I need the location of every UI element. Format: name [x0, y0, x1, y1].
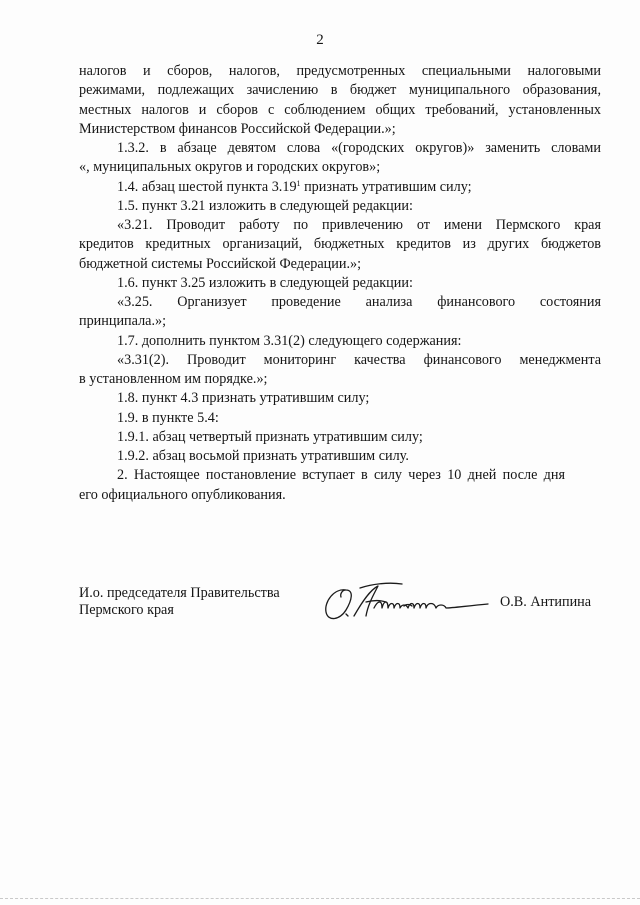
- handwritten-signature: [316, 572, 496, 632]
- text-line: принципала.»;: [79, 313, 167, 330]
- paragraph: 1.8. пункт 4.3 признать утратившим силу;: [117, 390, 370, 407]
- text-line: кредитов кредитных организаций, бюджетных кредитов из других бюджетов: [79, 236, 601, 253]
- paragraph: 1.9.2. абзац восьмой признать утратившим силу.: [117, 448, 409, 464]
- text-run: признать утратившим силу;: [300, 178, 472, 195]
- paragraph: 1.9.1. абзац четвертый признать утратившим силу;: [117, 428, 423, 445]
- text-line: Министерством финансов Российской Федерации.»;: [79, 120, 396, 137]
- text-line: «3.25. Организует проведение анализа финансового состояния: [117, 294, 601, 310]
- page-bottom-edge: [0, 898, 640, 899]
- superscript: 1: [296, 178, 301, 188]
- text-line: местных налогов и сборов с соблюдением общих требований, установленных: [79, 101, 601, 118]
- page-number: 2: [316, 32, 324, 48]
- document-body: [79, 62, 601, 505]
- text-line: налогов и сборов, налогов, предусмотренных специальными налоговыми: [79, 63, 601, 79]
- paragraph: 1.5. пункт 3.21 изложить в следующей редакции:: [117, 197, 413, 214]
- paragraph: 1.9. в пункте 5.4:: [117, 409, 219, 426]
- text-line: «, муниципальных округов и городских округов»;: [79, 159, 381, 176]
- text-line: бюджетной системы Российской Федерации.»;: [79, 255, 362, 272]
- text-line: «3.21. Проводит работу по привлечению от имени Пермского края: [117, 217, 601, 233]
- paragraph: [79, 62, 601, 139]
- signatory-position: [79, 585, 280, 619]
- text-run: 1.4. абзац шестой пункта 3.19: [117, 178, 297, 195]
- paragraph: [79, 293, 601, 332]
- text-line: 1.3.2. в абзаце девятом слова «(городских округов)» заменить словами: [117, 140, 601, 156]
- paragraph: 1.7. дополнить пунктом 3.31(2) следующего содержания:: [117, 332, 462, 349]
- paragraph: 1.6. пункт 3.25 изложить в следующей редакции:: [117, 274, 413, 291]
- paragraph: [79, 139, 601, 178]
- paragraph: [79, 178, 601, 197]
- position-line: Пермского края: [79, 602, 174, 618]
- paragraph: [79, 466, 565, 505]
- text-line: в установленном им порядке.»;: [79, 371, 268, 387]
- signatory-name: О.В. Антипина: [500, 594, 592, 610]
- position-line: И.о. председателя Правительства: [79, 585, 280, 601]
- paragraph: [79, 351, 601, 390]
- text-line: его официального опубликования.: [79, 486, 286, 503]
- text-line: 2. Настоящее постановление вступает в силу через 10 дней после дня: [117, 467, 565, 484]
- text-line: режимами, подлежащих зачислению в бюджет муниципального образования,: [79, 82, 601, 99]
- text-line: «3.31(2). Проводит мониторинг качества финансового менеджмента: [117, 351, 601, 368]
- paragraph: [79, 216, 601, 274]
